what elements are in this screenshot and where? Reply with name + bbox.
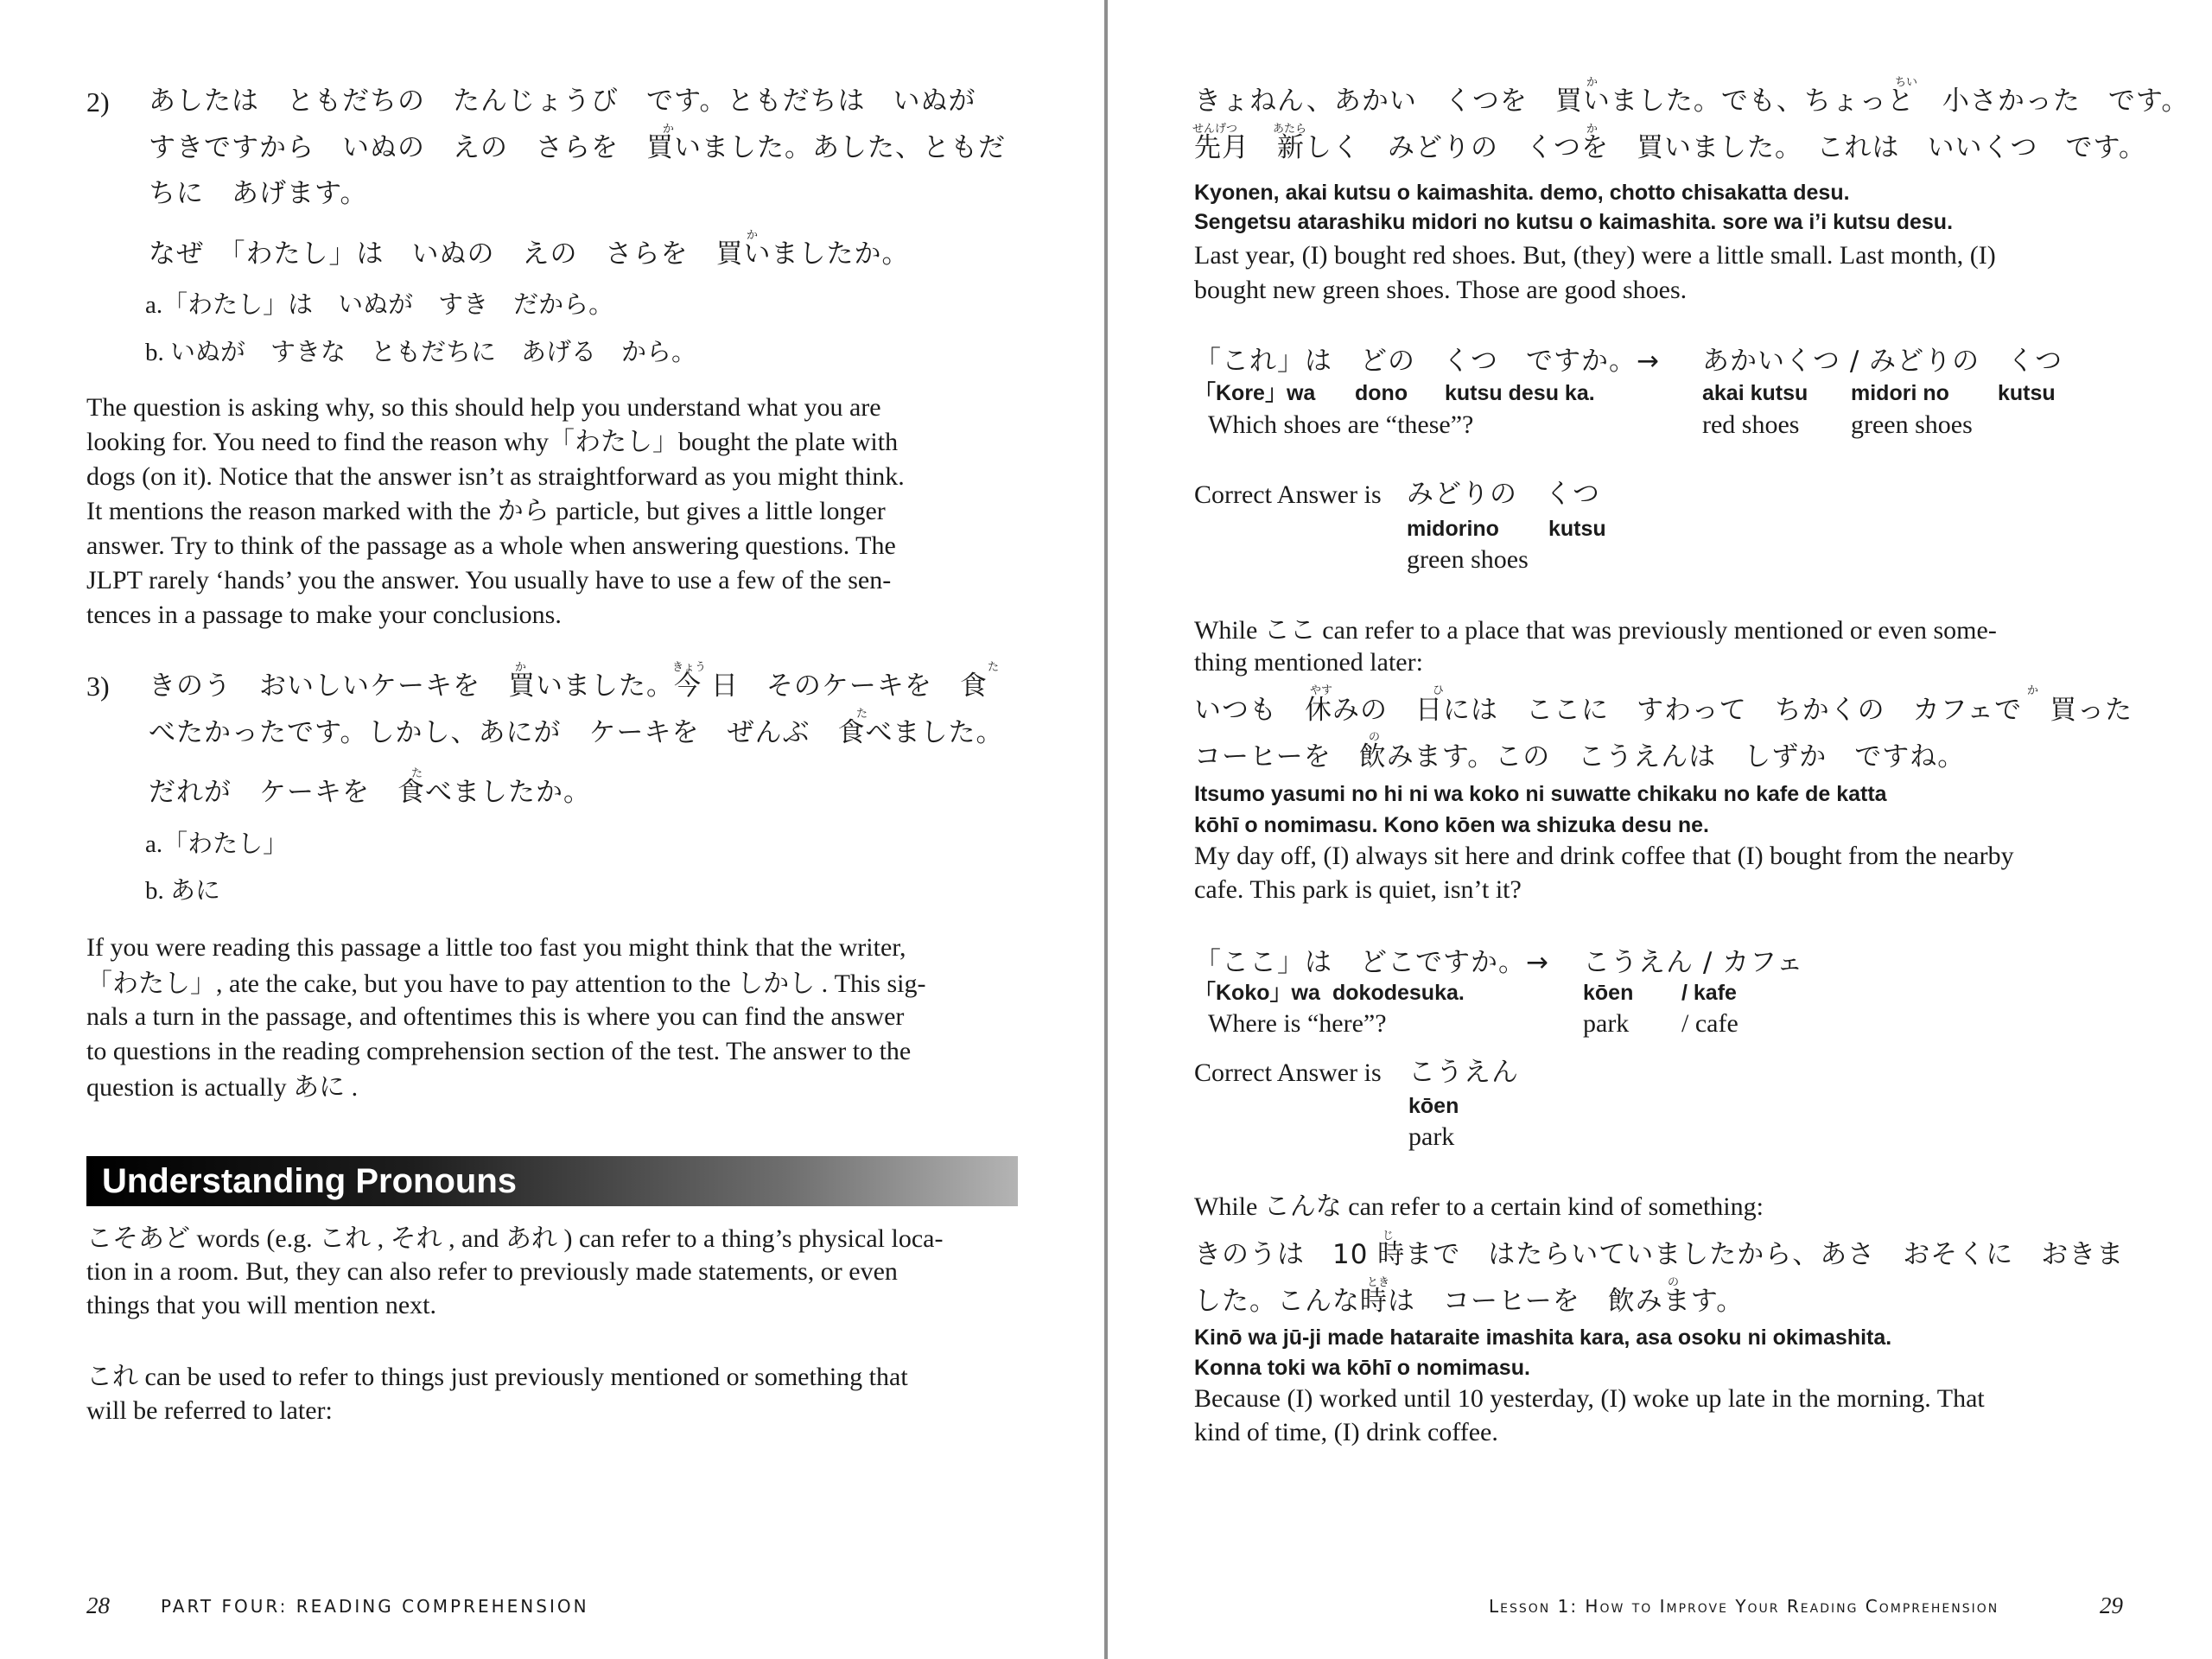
ex2-english-line2: cafe. This park is quiet, isn’t it? — [1194, 875, 1522, 904]
paragraph-line: JLPT rarely ‘hands’ you the answer. You usually have to use a few of the sen- — [86, 566, 892, 594]
q3-question: だれが ケーキを 食べましたか。 — [149, 777, 591, 808]
qa2-correct-label: Correct Answer is — [1194, 1058, 1382, 1087]
qa1-correct-jp: みどりの くつ — [1407, 479, 1600, 510]
q3-passage-line2: べたかったです。しかし、あにが ケーキを ぜんぶ 食べました。 — [149, 717, 1004, 748]
qa1-jp-answers: あかいくつ / みどりの くつ — [1702, 346, 2063, 377]
furigana: あたら — [1273, 123, 1307, 136]
paragraph-line: If you were reading this passage a little too fast you might think that the writer, — [86, 933, 906, 962]
ex1-romaji-line2: Sengetsu atarashiku midori no kutsu o kaimashita. sore wa i’i kutsu desu. — [1194, 210, 1954, 234]
ex3-english-line2: kind of time, (I) drink coffee. — [1194, 1418, 1498, 1446]
paragraph-line: The question is asking why, so this should help you understand what you are — [86, 393, 881, 422]
qa2-jp-question: 「ここ」は どこですか。→ — [1194, 947, 1549, 978]
q3-option-a: a.「わたし」 — [145, 830, 289, 858]
qa2-jp-answers: こうえん / カフェ — [1583, 947, 1804, 978]
paragraph-line: これ can be used to refer to things just previously mentioned or something that — [86, 1363, 908, 1391]
question-number-2: 2) — [86, 86, 110, 118]
paragraph-line: dogs (on it). Notice that the answer isn’t as straightforward as you might think. — [86, 462, 905, 491]
ex1-jp-line2: 先月 新しく みどりの くつを 買いました。 これは いいくつ です。 — [1194, 132, 2147, 163]
q2-option-b: b. いぬが すきな ともだちに あげる から。 — [145, 339, 697, 366]
qa1-correct-label: Correct Answer is — [1194, 480, 1382, 509]
ex2-english-line1: My day off, (I) always sit here and drink coffee that (I) bought from the nearby — [1194, 842, 2014, 870]
paragraph-line: will be referred to later: — [86, 1396, 333, 1425]
paragraph-line: こそあど words (e.g. これ , それ , and あれ ) can refer to a thing’s physical loca- — [86, 1224, 944, 1253]
section-heading-text: Understanding Pronouns — [102, 1162, 517, 1200]
q2-question: なぜ 「わたし」は いぬの えの さらを 買いましたか。 — [149, 238, 910, 270]
paragraph-line: While ここ can refer to a place that was previously mentioned or even some- — [1194, 616, 1997, 645]
furigana: ひ — [1433, 684, 1445, 697]
paragraph-line: thing mentioned later: — [1194, 648, 1423, 677]
right-page — [1108, 0, 2212, 1659]
running-footer: PART FOUR: READING COMPREHENSION — [161, 1596, 589, 1617]
ex3-jp-line1: きのうは 10 時まで はたらいていましたから、あさ おそくに おきま — [1194, 1239, 2125, 1270]
q2-passage-line3: ちに あげます。 — [149, 178, 368, 209]
paragraph-line: nals a turn in the passage, and oftentimes this is where you can find the answer — [86, 1002, 905, 1031]
ex2-jp-line2: コーヒーを 飲みます。この こうえんは しずか ですね。 — [1194, 741, 1966, 772]
ex1-romaji-line1: Kyonen, akai kutsu o kaimashita. demo, chotto chisakatta desu. — [1194, 181, 1850, 205]
qa2-correct-jp: こうえん — [1408, 1057, 1519, 1088]
paragraph-line: 「わたし」, ate the cake, but you have to pay attention to the しかし . This sig- — [86, 969, 926, 998]
furigana: じ — [1382, 1230, 1395, 1243]
section-heading — [86, 1156, 1018, 1206]
running-footer: Lesson 1: How to Improve Your Reading Comprehension — [1489, 1596, 1999, 1617]
paragraph-line: question is actually あに . — [86, 1073, 359, 1102]
paragraph-line: While こんな can refer to a certain kind of something: — [1194, 1192, 1764, 1221]
qa1-correct-english: green shoes — [1407, 545, 1529, 574]
page-number: 28 — [86, 1592, 110, 1618]
qa2-english-a2: / cafe — [1681, 1009, 1738, 1038]
furigana: た — [988, 661, 1000, 674]
ex3-english-line1: Because (I) worked until 10 yesterday, (I) woke up late in the morning. That — [1194, 1384, 1985, 1413]
qa2-romaji-a2: / kafe — [1681, 981, 1737, 1005]
qa1-correct-romaji1: midorino — [1407, 517, 1499, 541]
question-number-3: 3) — [86, 671, 110, 702]
ex2-romaji-line1: Itsumo yasumi no hi ni wa koko ni suwatte chikaku no kafe de katta — [1194, 782, 1887, 806]
paragraph-line: tion in a room. But, they can also refer to previously made statements, or even — [86, 1257, 898, 1286]
furigana: か — [747, 229, 759, 242]
ex3-jp-line2: した。こんな時は コーヒーを 飲みます。 — [1194, 1286, 1745, 1317]
page-number: 29 — [2100, 1592, 2123, 1618]
qa1-romaji-q3: kutsu desu ka. — [1445, 381, 1595, 405]
ex2-romaji-line2: kōhī o nomimasu. Kono kōen wa shizuka desu ne. — [1194, 813, 1709, 837]
qa1-romaji-a3: kutsu — [1998, 381, 2056, 405]
q2-passage-line1: あしたは ともだちの たんじょうび です。ともだちは いぬが — [149, 86, 976, 117]
qa1-correct-romaji2: kutsu — [1548, 517, 1606, 541]
ex1-english-line1: Last year, (I) bought red shoes. But, (they) were a little small. Last month, (I) — [1194, 241, 1996, 270]
qa2-romaji-a1: kōen — [1583, 981, 1634, 1005]
furigana: か — [1586, 123, 1599, 136]
furigana: か — [515, 661, 527, 674]
q3-passage-line1: きのう おいしいケーキを 買いました。今 日 そのケーキを 食 — [149, 671, 988, 702]
furigana: きょう — [672, 661, 707, 674]
qa2-romaji-q1: 「Koko」wa — [1194, 981, 1320, 1005]
furigana: た — [856, 708, 868, 721]
qa1-romaji-q1: 「Kore」wa — [1194, 381, 1316, 405]
furigana: ちい — [1895, 76, 1918, 89]
paragraph-line: tences in a passage to make your conclusions. — [86, 601, 562, 629]
furigana: せんげつ — [1192, 123, 1238, 136]
furigana: か — [1586, 76, 1599, 89]
qa1-romaji-q2: dono — [1355, 381, 1408, 405]
paragraph-line: looking for. You need to find the reason why「わたし」bought the plate with — [86, 428, 899, 456]
furigana: か — [663, 123, 675, 136]
qa1-english-a1: red shoes — [1702, 410, 1800, 439]
q2-option-a: a.「わたし」は いぬが すき だから。 — [145, 291, 614, 319]
furigana: た — [411, 767, 423, 780]
paragraph-line: answer. Try to think of the passage as a whole when answering questions. The — [86, 531, 896, 560]
qa2-english-a1: park — [1583, 1009, 1630, 1038]
q2-passage-line2: すきですから いぬの えの さらを 買いました。あした、ともだ — [149, 132, 1006, 163]
qa2-english-question: Where is “here”? — [1208, 1009, 1387, 1038]
ex3-romaji-line1: Kinō wa jū-ji made hataraite imashita kara, asa osoku ni okimashita. — [1194, 1325, 1892, 1350]
furigana: の — [1668, 1276, 1680, 1289]
furigana: か — [2027, 684, 2039, 697]
ex2-jp-line1: いつも 休みの 日には ここに すわって ちかくの カフェで 買った — [1194, 695, 2133, 726]
paragraph-line: things that you will mention next. — [86, 1291, 436, 1319]
furigana: の — [1369, 731, 1381, 744]
ex1-jp-line1: きょねん、あかい くつを 買いました。でも、ちょっと 小さかった です。 — [1194, 86, 2190, 117]
qa2-correct-romaji: kōen — [1408, 1094, 1459, 1118]
paragraph-line: It mentions the reason marked with the から particle, but gives a little longer — [86, 497, 886, 525]
furigana: やす — [1310, 684, 1333, 697]
ex1-english-line2: bought new green shoes. Those are good shoes. — [1194, 276, 1688, 304]
paragraph-line: to questions in the reading comprehension section of the test. The answer to the — [86, 1037, 912, 1065]
qa2-correct-english: park — [1408, 1122, 1455, 1151]
qa1-english-a2: green shoes — [1851, 410, 1973, 439]
furigana: とき — [1367, 1276, 1390, 1289]
qa1-romaji-a1: akai kutsu — [1702, 381, 1808, 405]
left-page — [0, 0, 1104, 1659]
ex3-romaji-line2: Konna toki wa kōhī o nomimasu. — [1194, 1356, 1530, 1380]
qa1-jp-question: 「これ」は どの くつ ですか。→ — [1194, 346, 1660, 377]
qa1-romaji-a2: midori no — [1851, 381, 1949, 405]
qa2-romaji-q2: dokodesuka. — [1332, 981, 1465, 1005]
q3-option-b: b. あに — [145, 877, 221, 905]
qa1-english-question: Which shoes are “these”? — [1208, 410, 1474, 439]
